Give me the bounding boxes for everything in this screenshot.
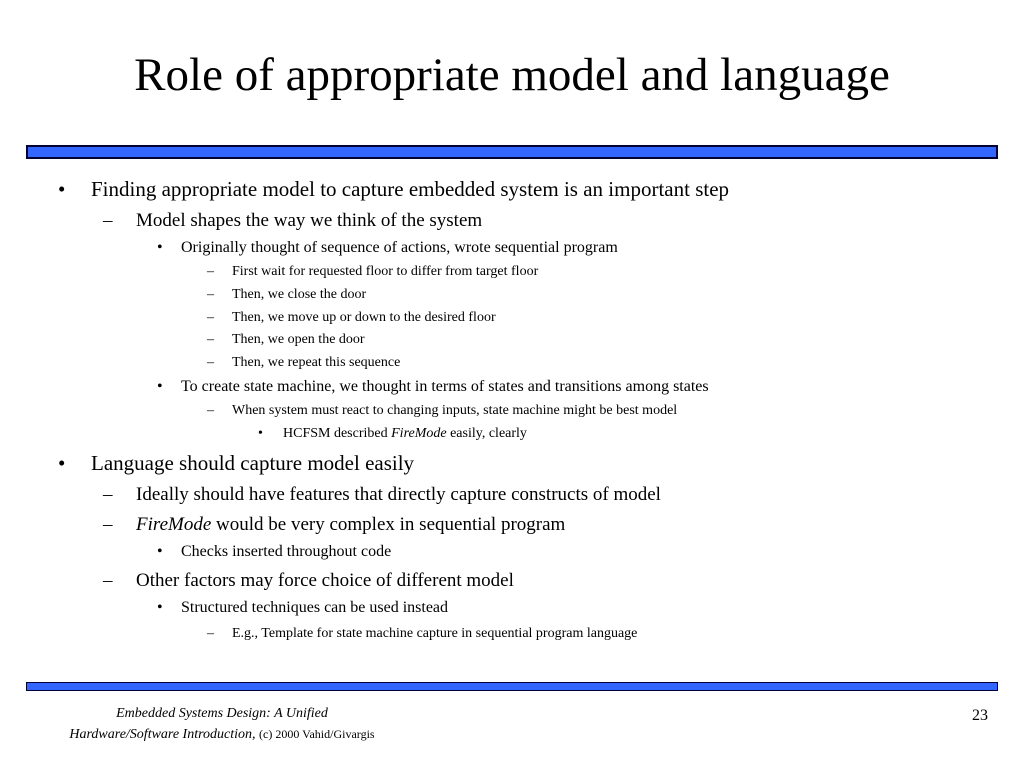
bullet-marker: – bbox=[207, 355, 214, 370]
footer-book-title-line1: Embedded Systems Design: A Unified bbox=[116, 706, 328, 721]
bullet-text: Then, we close the door bbox=[232, 287, 367, 302]
bullet-marker: – bbox=[207, 332, 214, 347]
bullet-item bbox=[157, 543, 392, 561]
bullet-marker: – bbox=[207, 310, 214, 325]
bullet-item bbox=[207, 355, 401, 371]
bullet-item bbox=[258, 426, 527, 442]
bullet-text: E.g., Template for state machine capture in sequential program language bbox=[232, 626, 638, 641]
bullet-item bbox=[58, 177, 730, 202]
bullet-text-italic: FireMode bbox=[136, 514, 212, 535]
bullet-text: Then, we repeat this sequence bbox=[232, 355, 401, 370]
bottom-divider-bar bbox=[26, 682, 998, 691]
bullet-item bbox=[103, 570, 514, 592]
bullet-item bbox=[207, 626, 638, 642]
bullet-text-italic: FireMode bbox=[391, 426, 447, 441]
bullet-text: Ideally should have features that directly capture constructs of model bbox=[136, 484, 661, 505]
footer-book-reference bbox=[36, 703, 408, 745]
bullet-marker: • bbox=[58, 451, 66, 475]
bullet-item bbox=[103, 210, 483, 232]
bullet-marker: • bbox=[157, 599, 163, 616]
bullet-item bbox=[157, 378, 709, 396]
bullet-marker: • bbox=[58, 177, 66, 201]
footer-book-title-line2: Hardware/Software Introduction, bbox=[69, 727, 256, 742]
bullet-text: Then, we open the door bbox=[232, 332, 365, 347]
bullet-marker: – bbox=[207, 403, 214, 418]
bullet-text: Model shapes the way we think of the system bbox=[136, 210, 483, 231]
bullet-item bbox=[207, 403, 678, 419]
bullet-item bbox=[157, 599, 449, 617]
bullet-marker: – bbox=[103, 514, 113, 535]
bullet-marker: • bbox=[157, 378, 163, 395]
bullet-marker: – bbox=[103, 570, 113, 591]
bullet-text-before: HCFSM described bbox=[283, 426, 392, 441]
bullet-item bbox=[207, 264, 539, 280]
bullet-text: First wait for requested floor to differ from target floor bbox=[232, 264, 539, 279]
bullet-marker: • bbox=[258, 426, 263, 441]
bullet-item bbox=[103, 484, 661, 506]
bullet-text-after: easily, clearly bbox=[446, 426, 527, 441]
bullet-marker: – bbox=[207, 264, 214, 279]
slide-title: Role of appropriate model and language bbox=[134, 49, 890, 101]
bullet-text: Then, we move up or down to the desired floor bbox=[232, 310, 496, 325]
bullet-item bbox=[207, 332, 365, 348]
top-divider-bar bbox=[26, 145, 998, 159]
bullet-text: Originally thought of sequence of actions, wrote sequential program bbox=[181, 239, 618, 256]
bullet-item bbox=[157, 239, 618, 257]
bullet-marker: • bbox=[157, 543, 163, 560]
bullet-text: Finding appropriate model to capture embedded system is an important step bbox=[91, 177, 730, 201]
bullet-marker: – bbox=[207, 287, 214, 302]
bullet-marker: – bbox=[207, 626, 214, 641]
bullet-marker: – bbox=[103, 484, 113, 505]
bullet-item bbox=[207, 310, 496, 326]
bullet-text: To create state machine, we thought in terms of states and transitions among states bbox=[181, 378, 709, 395]
bullet-text: Language should capture model easily bbox=[91, 451, 415, 475]
bullet-marker: • bbox=[157, 239, 163, 256]
bullet-text: Structured techniques can be used instead bbox=[181, 599, 449, 616]
footer-copyright: (c) 2000 Vahid/Givargis bbox=[259, 727, 375, 741]
bullet-text: Other factors may force choice of different model bbox=[136, 570, 514, 591]
bullet-item bbox=[58, 451, 415, 476]
bullet-item bbox=[103, 514, 566, 536]
bullet-text-after: would be very complex in sequential program bbox=[211, 514, 566, 535]
bullet-item bbox=[207, 287, 367, 303]
page-number: 23 bbox=[972, 707, 988, 724]
bullet-marker: – bbox=[103, 210, 113, 231]
bullet-text: Checks inserted throughout code bbox=[181, 543, 392, 560]
bullet-text: When system must react to changing inputs, state machine might be best model bbox=[232, 403, 678, 418]
